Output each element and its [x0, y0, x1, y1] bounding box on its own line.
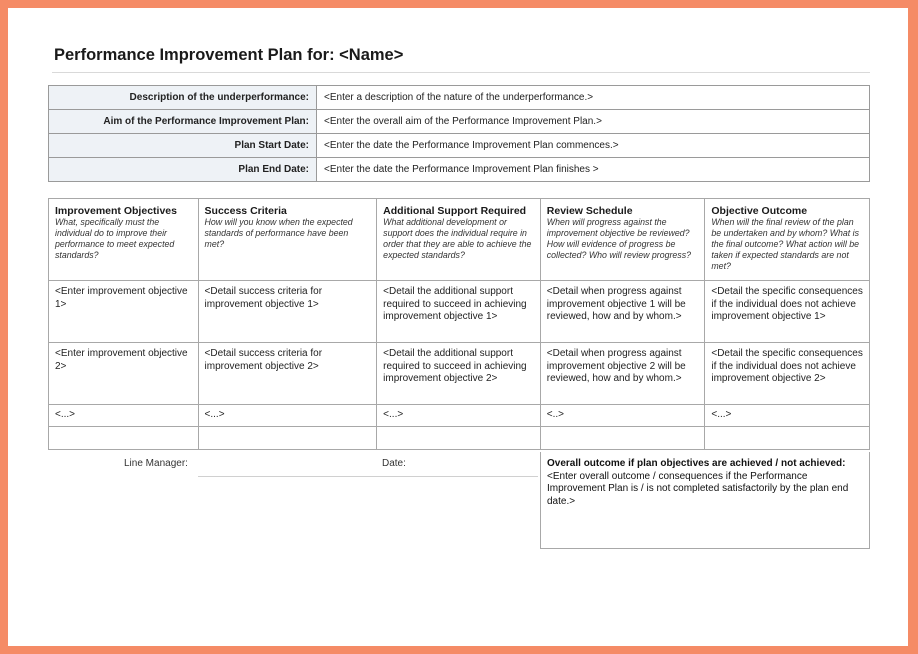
column-subtitle: When will the final review of the plan be undertaken and by whom? What is the final outcome? What action will be taken if expected standards are not met? [711, 217, 860, 271]
table-cell[interactable]: <Detail the specific consequences if the individual does not achieve improvement objective 1> [705, 281, 870, 343]
column-subtitle: How will you know when the expected standards of performance have been met? [204, 217, 353, 249]
title-divider [52, 72, 870, 73]
table-cell[interactable]: <...> [49, 405, 199, 427]
column-title: Success Criteria [204, 205, 287, 217]
column-title: Additional Support Required [383, 205, 527, 217]
info-row [49, 110, 870, 134]
objectives-header-row [49, 199, 870, 281]
info-value[interactable]: <Enter a description of the nature of the underperformance.> [317, 86, 870, 110]
info-label: Plan End Date: [49, 158, 317, 182]
table-row [49, 405, 870, 427]
info-value[interactable]: <Enter the date the Performance Improvement Plan finishes > [317, 158, 870, 182]
info-label: Description of the underperformance: [49, 86, 317, 110]
info-label: Aim of the Performance Improvement Plan: [49, 110, 317, 134]
page-title: Performance Improvement Plan for: <Name> [54, 46, 404, 64]
table-cell[interactable]: <...> [377, 405, 541, 427]
table-row [49, 427, 870, 450]
table-cell[interactable] [377, 427, 541, 450]
column-header [377, 199, 541, 281]
column-header [49, 199, 199, 281]
column-subtitle: What, specifically must the individual do to improve their performance to meet expected standards? [55, 217, 175, 260]
table-cell[interactable]: <Detail the additional support required to succeed in achieving improvement objective 2> [377, 343, 541, 405]
table-cell[interactable]: <Detail when progress against improvement objective 2 will be reviewed, how and by whom.> [540, 343, 705, 405]
table-cell[interactable]: <Detail the specific consequences if the individual does not achieve improvement objective 2> [705, 343, 870, 405]
outcome-heading: Overall outcome if plan objectives are achieved / not achieved: [547, 458, 846, 469]
table-row [49, 281, 870, 343]
document-page [8, 8, 908, 646]
plan-info-table [48, 85, 870, 182]
column-title: Review Schedule [546, 205, 633, 217]
column-header [198, 199, 377, 281]
table-cell[interactable] [198, 427, 377, 450]
table-cell[interactable]: <...> [705, 405, 870, 427]
date-label: Date: [382, 458, 406, 469]
table-cell[interactable]: <Detail the additional support required to succeed in achieving improvement objective 1> [377, 281, 541, 343]
info-row [49, 158, 870, 182]
outcome-text[interactable]: <Enter overall outcome / consequences if the Performance Improvement Plan is / is not completed satisfactorily by the plan end date.> [547, 470, 849, 507]
info-value[interactable]: <Enter the date the Performance Improvement Plan commences.> [317, 134, 870, 158]
column-title: Improvement Objectives [55, 205, 177, 217]
column-header [540, 199, 705, 281]
info-row [49, 134, 870, 158]
column-subtitle: What additional development or support does the individual require in order that they are able to achieve the expected standards? [383, 217, 532, 260]
table-cell[interactable]: <...> [198, 405, 377, 427]
info-value[interactable]: <Enter the overall aim of the Performance Improvement Plan.> [317, 110, 870, 134]
table-cell[interactable]: <Detail success criteria for improvement objective 2> [198, 343, 377, 405]
table-cell[interactable] [705, 427, 870, 450]
table-cell[interactable] [540, 427, 705, 450]
column-header [705, 199, 870, 281]
info-label: Plan Start Date: [49, 134, 317, 158]
overall-outcome-box[interactable] [540, 452, 870, 549]
table-row [49, 343, 870, 405]
column-subtitle: When will progress against the improvement objective be reviewed? How will evidence of progress be collected? Who will review progress? [546, 217, 691, 260]
column-title: Objective Outcome [711, 205, 808, 217]
line-manager-label: Line Manager: [124, 458, 188, 469]
table-cell[interactable]: <Detail success criteria for improvement objective 1> [198, 281, 377, 343]
objectives-table [48, 198, 870, 450]
table-cell[interactable]: <Detail when progress against improvement objective 1 will be reviewed, how and by whom.> [540, 281, 705, 343]
signature-line[interactable] [198, 476, 538, 477]
table-cell[interactable]: <Enter improvement objective 2> [49, 343, 199, 405]
info-row [49, 86, 870, 110]
table-cell[interactable]: <..> [540, 405, 705, 427]
table-cell[interactable]: <Enter improvement objective 1> [49, 281, 199, 343]
table-cell[interactable] [49, 427, 199, 450]
